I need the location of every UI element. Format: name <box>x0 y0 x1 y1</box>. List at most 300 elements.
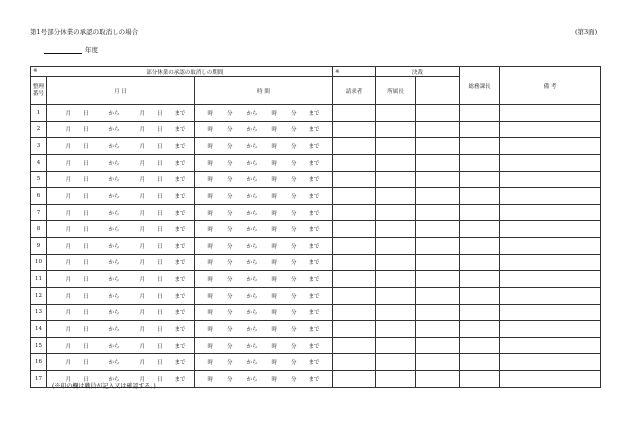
date-range-cell[interactable] <box>47 337 195 354</box>
table-row <box>31 204 601 221</box>
until-label: まで <box>308 343 320 350</box>
remarks-cell[interactable] <box>500 371 601 388</box>
row-number: 1 <box>31 105 47 122</box>
row-number: 2 <box>31 121 47 138</box>
blank-stamp-cell[interactable] <box>416 188 460 205</box>
requester-cell[interactable] <box>333 238 376 255</box>
row-number: 3 <box>31 138 47 155</box>
requester-cell[interactable] <box>333 287 376 304</box>
blank-stamp-cell[interactable] <box>416 121 460 138</box>
blank-stamp-cell[interactable] <box>416 337 460 354</box>
blank-stamp-cell[interactable] <box>416 354 460 371</box>
from-label: から <box>246 110 258 117</box>
hour-label: 時 <box>271 360 278 367</box>
gm-cell[interactable] <box>460 105 500 122</box>
gm-cell[interactable] <box>460 321 500 338</box>
minute-label: 分 <box>226 277 233 284</box>
time-range-cell[interactable] <box>195 204 333 221</box>
hour-label: 時 <box>271 193 278 200</box>
gm-cell[interactable] <box>460 354 500 371</box>
requester-cell[interactable] <box>333 271 376 288</box>
hour-label: 時 <box>271 160 278 167</box>
fiscal-year <box>44 45 98 54</box>
month-label: 月 <box>65 376 71 383</box>
minute-label: 分 <box>226 144 233 151</box>
gm-cell[interactable] <box>460 121 500 138</box>
dept-head-header: 所属長 <box>376 77 416 105</box>
minute-label: 分 <box>226 177 233 184</box>
until-label: まで <box>308 210 320 217</box>
from-label: から <box>108 277 120 284</box>
from-label: から <box>246 144 258 151</box>
remarks-cell[interactable] <box>500 204 601 221</box>
month-label: 月 <box>139 360 146 367</box>
dept-head-cell[interactable] <box>376 204 416 221</box>
until-label: まで <box>308 227 320 234</box>
gm-cell[interactable] <box>460 204 500 221</box>
hour-label: 時 <box>271 326 278 333</box>
day-label: 日 <box>82 144 89 151</box>
period-header <box>31 67 333 77</box>
time-range-cell[interactable] <box>195 188 333 205</box>
dept-head-cell[interactable] <box>376 105 416 122</box>
hour-label: 時 <box>271 260 278 267</box>
hour-label: 時 <box>207 177 213 184</box>
minute-label: 分 <box>291 177 297 184</box>
month-label: 月 <box>65 227 71 234</box>
month-label: 月 <box>139 110 146 117</box>
remarks-cell[interactable] <box>500 321 601 338</box>
requester-header: 請求者 <box>333 77 376 105</box>
requester-cell[interactable] <box>333 138 376 155</box>
minute-label: 分 <box>291 227 297 234</box>
date-range-cell[interactable] <box>47 204 195 221</box>
month-label: 月 <box>65 310 71 317</box>
time-range-cell[interactable] <box>195 171 333 188</box>
dept-head-cell[interactable] <box>376 154 416 171</box>
dept-head-cell[interactable] <box>376 271 416 288</box>
dept-head-cell[interactable] <box>376 121 416 138</box>
time-range-cell[interactable] <box>195 254 333 271</box>
month-label: 月 <box>139 376 146 383</box>
minute-label: 分 <box>291 326 297 333</box>
page-label: (第3面) <box>575 28 598 36</box>
month-label: 月 <box>139 127 146 134</box>
blank-stamp-cell[interactable] <box>416 105 460 122</box>
day-label: 日 <box>157 360 163 367</box>
time-range-cell[interactable] <box>195 371 333 388</box>
requester-cell[interactable] <box>333 204 376 221</box>
hour-label: 時 <box>271 177 278 184</box>
day-label: 日 <box>82 110 89 117</box>
until-label: まで <box>174 177 186 184</box>
date-range-cell[interactable] <box>47 188 195 205</box>
month-day-header: 月 日 <box>47 77 195 105</box>
month-label: 月 <box>65 360 71 367</box>
until-label: まで <box>174 277 186 284</box>
until-label: まで <box>308 326 320 333</box>
minute-label: 分 <box>291 193 297 200</box>
until-label: まで <box>308 293 320 300</box>
until-label: まで <box>308 127 320 134</box>
requester-cell[interactable] <box>333 171 376 188</box>
remarks-cell[interactable] <box>500 138 601 155</box>
until-label: まで <box>308 376 320 383</box>
dept-head-cell[interactable] <box>376 287 416 304</box>
blank-stamp-cell[interactable] <box>416 271 460 288</box>
from-label: から <box>108 110 120 117</box>
remarks-cell[interactable] <box>500 271 601 288</box>
remarks-cell[interactable] <box>500 171 601 188</box>
until-label: まで <box>174 210 186 217</box>
hour-label: 時 <box>207 243 213 250</box>
blank-stamp-cell[interactable] <box>416 321 460 338</box>
table-row <box>31 188 601 205</box>
hour-label: 時 <box>271 310 278 317</box>
date-range-cell[interactable] <box>47 321 195 338</box>
gm-cell[interactable] <box>460 304 500 321</box>
hour-label: 時 <box>271 376 278 383</box>
blank-stamp-cell[interactable] <box>416 254 460 271</box>
blank-stamp-header <box>416 77 460 105</box>
number-header <box>31 77 47 105</box>
day-label: 日 <box>157 193 163 200</box>
gm-cell[interactable] <box>460 238 500 255</box>
from-label: から <box>246 160 258 167</box>
hour-label: 時 <box>271 293 278 300</box>
hour-label: 時 <box>271 110 278 117</box>
dept-head-cell[interactable] <box>376 221 416 238</box>
blank-stamp-cell[interactable] <box>416 138 460 155</box>
table-row <box>31 154 601 171</box>
table-body <box>31 105 601 388</box>
day-label: 日 <box>157 310 163 317</box>
hour-label: 時 <box>271 127 278 134</box>
minute-label: 分 <box>291 310 297 317</box>
hour-label: 時 <box>207 360 213 367</box>
requester-cell[interactable] <box>333 121 376 138</box>
gm-cell[interactable] <box>460 188 500 205</box>
day-label: 日 <box>82 160 89 167</box>
date-range-cell[interactable] <box>47 221 195 238</box>
table-row <box>31 337 601 354</box>
hour-label: 時 <box>271 277 278 284</box>
until-label: まで <box>308 310 320 317</box>
date-range-cell[interactable] <box>47 121 195 138</box>
hour-label: 時 <box>207 193 213 200</box>
gm-cell[interactable] <box>460 221 500 238</box>
blank-stamp-cell[interactable] <box>416 287 460 304</box>
requester-cell[interactable] <box>333 371 376 388</box>
minute-label: 分 <box>291 260 297 267</box>
day-label: 日 <box>82 310 89 317</box>
minute-label: 分 <box>291 360 297 367</box>
dept-head-cell[interactable] <box>376 171 416 188</box>
requester-cell[interactable] <box>333 337 376 354</box>
from-label: から <box>108 343 120 350</box>
gm-cell[interactable] <box>460 287 500 304</box>
date-range-cell[interactable] <box>47 287 195 304</box>
until-label: まで <box>308 144 320 151</box>
blank-stamp-cell[interactable] <box>416 371 460 388</box>
minute-label: 分 <box>291 210 297 217</box>
header-row-1 <box>31 67 601 77</box>
day-label: 日 <box>82 260 89 267</box>
hour-label: 時 <box>207 260 213 267</box>
blank-stamp-cell[interactable] <box>416 204 460 221</box>
cancellation-table <box>30 66 601 388</box>
remarks-cell[interactable] <box>500 337 601 354</box>
date-range-cell[interactable] <box>47 304 195 321</box>
remarks-cell[interactable] <box>500 121 601 138</box>
minute-label: 分 <box>226 293 233 300</box>
until-label: まで <box>308 277 320 284</box>
minute-label: 分 <box>226 127 233 134</box>
until-label: まで <box>308 193 320 200</box>
remarks-cell[interactable] <box>500 354 601 371</box>
day-label: 日 <box>82 127 89 134</box>
requester-cell[interactable] <box>333 221 376 238</box>
blank-stamp-cell[interactable] <box>416 304 460 321</box>
from-label: から <box>246 177 258 184</box>
minute-label: 分 <box>226 243 233 250</box>
blank-stamp-cell[interactable] <box>416 154 460 171</box>
requester-cell[interactable] <box>333 254 376 271</box>
day-label: 日 <box>157 160 163 167</box>
requester-cell[interactable] <box>333 354 376 371</box>
day-label: 日 <box>157 326 163 333</box>
row-number: 14 <box>31 321 47 338</box>
minute-label: 分 <box>226 260 233 267</box>
until-label: まで <box>174 260 186 267</box>
requester-cell[interactable] <box>333 304 376 321</box>
month-label: 月 <box>65 243 71 250</box>
day-label: 日 <box>157 343 163 350</box>
month-label: 月 <box>139 144 146 151</box>
from-label: から <box>108 293 120 300</box>
date-range-cell[interactable] <box>47 154 195 171</box>
time-range-cell[interactable] <box>195 271 333 288</box>
minute-label: 分 <box>226 227 233 234</box>
until-label: まで <box>174 193 186 200</box>
gm-cell[interactable] <box>460 138 500 155</box>
gm-cell[interactable] <box>460 154 500 171</box>
table-row <box>31 321 601 338</box>
time-range-cell[interactable] <box>195 354 333 371</box>
until-label: まで <box>174 343 186 350</box>
from-label: から <box>108 193 120 200</box>
day-label: 日 <box>157 210 163 217</box>
from-label: から <box>246 277 258 284</box>
table-row <box>31 287 601 304</box>
minute-label: 分 <box>226 376 233 383</box>
table-row <box>31 304 601 321</box>
blank-stamp-cell[interactable] <box>416 238 460 255</box>
from-label: から <box>108 310 120 317</box>
hour-label: 時 <box>207 376 213 383</box>
until-label: まで <box>174 144 186 151</box>
remarks-cell[interactable] <box>500 105 601 122</box>
minute-label: 分 <box>226 310 233 317</box>
number-header-label: 整理番号 <box>32 83 44 97</box>
hour-label: 時 <box>207 343 213 350</box>
from-label: から <box>108 360 120 367</box>
requester-cell[interactable] <box>333 154 376 171</box>
time-range-cell[interactable] <box>195 337 333 354</box>
remarks-cell[interactable] <box>500 304 601 321</box>
time-range-cell[interactable] <box>195 238 333 255</box>
dept-head-cell[interactable] <box>376 304 416 321</box>
decision-header: 決裁 <box>376 67 460 77</box>
from-label: から <box>108 210 120 217</box>
minute-label: 分 <box>291 343 297 350</box>
date-range-cell[interactable] <box>47 138 195 155</box>
remarks-cell[interactable] <box>500 254 601 271</box>
blank-stamp-cell[interactable] <box>416 171 460 188</box>
day-label: 日 <box>157 293 163 300</box>
date-range-cell[interactable] <box>47 171 195 188</box>
table-row <box>31 238 601 255</box>
row-number: 17 <box>31 371 47 388</box>
hour-label: 時 <box>207 310 213 317</box>
minute-label: 分 <box>226 110 233 117</box>
row-number: 11 <box>31 271 47 288</box>
minute-label: 分 <box>291 144 297 151</box>
day-label: 日 <box>157 177 163 184</box>
day-label: 日 <box>157 227 163 234</box>
row-number: 9 <box>31 238 47 255</box>
dept-head-cell[interactable] <box>376 238 416 255</box>
minute-label: 分 <box>226 360 233 367</box>
dept-head-cell[interactable] <box>376 254 416 271</box>
until-label: まで <box>174 326 186 333</box>
gm-cell[interactable] <box>460 271 500 288</box>
dept-head-cell[interactable] <box>376 138 416 155</box>
month-label: 月 <box>65 260 71 267</box>
month-label: 月 <box>65 160 71 167</box>
month-label: 月 <box>139 177 146 184</box>
dept-head-cell[interactable] <box>376 321 416 338</box>
month-label: 月 <box>139 310 146 317</box>
row-number: 6 <box>31 188 47 205</box>
remarks-cell[interactable] <box>500 188 601 205</box>
from-label: から <box>246 343 258 350</box>
time-range-cell[interactable] <box>195 154 333 171</box>
day-label: 日 <box>82 277 89 284</box>
remarks-cell[interactable] <box>500 154 601 171</box>
from-label: から <box>108 177 120 184</box>
date-range-cell[interactable] <box>47 254 195 271</box>
minute-label: 分 <box>291 243 297 250</box>
hour-label: 時 <box>271 144 278 151</box>
row-number: 12 <box>31 287 47 304</box>
hour-label: 時 <box>207 326 213 333</box>
month-label: 月 <box>65 210 71 217</box>
hour-label: 時 <box>207 144 213 151</box>
from-label: から <box>246 127 258 134</box>
month-label: 月 <box>139 326 146 333</box>
until-label: まで <box>174 127 186 134</box>
until-label: まで <box>308 160 320 167</box>
row-number: 7 <box>31 204 47 221</box>
month-label: 月 <box>65 343 71 350</box>
month-label: 月 <box>65 177 71 184</box>
month-label: 月 <box>139 293 146 300</box>
time-range-cell[interactable] <box>195 287 333 304</box>
until-label: まで <box>308 110 320 117</box>
time-range-cell[interactable] <box>195 321 333 338</box>
month-label: 月 <box>65 110 71 117</box>
time-range-cell[interactable] <box>195 221 333 238</box>
year-blank-line[interactable] <box>44 45 82 54</box>
date-range-cell[interactable] <box>47 238 195 255</box>
time-range-cell[interactable] <box>195 105 333 122</box>
dept-head-cell[interactable] <box>376 337 416 354</box>
month-label: 月 <box>65 277 71 284</box>
date-range-cell[interactable] <box>47 271 195 288</box>
date-range-cell[interactable] <box>47 105 195 122</box>
requester-cell[interactable] <box>333 188 376 205</box>
from-label: から <box>246 260 258 267</box>
requester-mark-cell <box>333 67 376 77</box>
month-label: 月 <box>65 193 71 200</box>
dept-head-cell[interactable] <box>376 354 416 371</box>
month-label: 月 <box>139 210 146 217</box>
minute-label: 分 <box>226 326 233 333</box>
time-range-cell[interactable] <box>195 138 333 155</box>
minute-label: 分 <box>226 210 233 217</box>
dept-head-cell[interactable] <box>376 188 416 205</box>
gm-cell[interactable] <box>460 337 500 354</box>
table-row <box>31 271 601 288</box>
year-label: 年度 <box>85 46 98 54</box>
remarks-cell[interactable] <box>500 287 601 304</box>
requester-cell[interactable] <box>333 105 376 122</box>
hour-label: 時 <box>271 243 278 250</box>
day-label: 日 <box>157 144 163 151</box>
from-label: から <box>108 160 120 167</box>
gm-header: 総務課長 <box>460 67 500 105</box>
hour-label: 時 <box>271 210 278 217</box>
time-range-cell[interactable] <box>195 304 333 321</box>
gm-cell[interactable] <box>460 171 500 188</box>
until-label: まで <box>308 260 320 267</box>
remarks-cell[interactable] <box>500 221 601 238</box>
date-range-cell[interactable] <box>47 354 195 371</box>
period-header-label: 部分休業の承認の取消しの期間 <box>146 69 224 76</box>
day-label: 日 <box>82 376 89 383</box>
dept-head-cell[interactable] <box>376 371 416 388</box>
gm-cell[interactable] <box>460 254 500 271</box>
day-label: 日 <box>157 260 163 267</box>
from-label: から <box>108 376 120 383</box>
hour-label: 時 <box>207 277 213 284</box>
remarks-cell[interactable] <box>500 238 601 255</box>
blank-stamp-cell[interactable] <box>416 221 460 238</box>
from-label: から <box>108 127 120 134</box>
requester-cell[interactable] <box>333 321 376 338</box>
time-range-cell[interactable] <box>195 121 333 138</box>
until-label: まで <box>308 360 320 367</box>
from-label: から <box>246 376 258 383</box>
from-label: から <box>108 243 120 250</box>
day-label: 日 <box>82 177 89 184</box>
gm-cell[interactable] <box>460 371 500 388</box>
table-row <box>31 121 601 138</box>
hour-label: 時 <box>207 127 213 134</box>
minute-label: 分 <box>291 293 297 300</box>
minute-label: 分 <box>291 160 297 167</box>
